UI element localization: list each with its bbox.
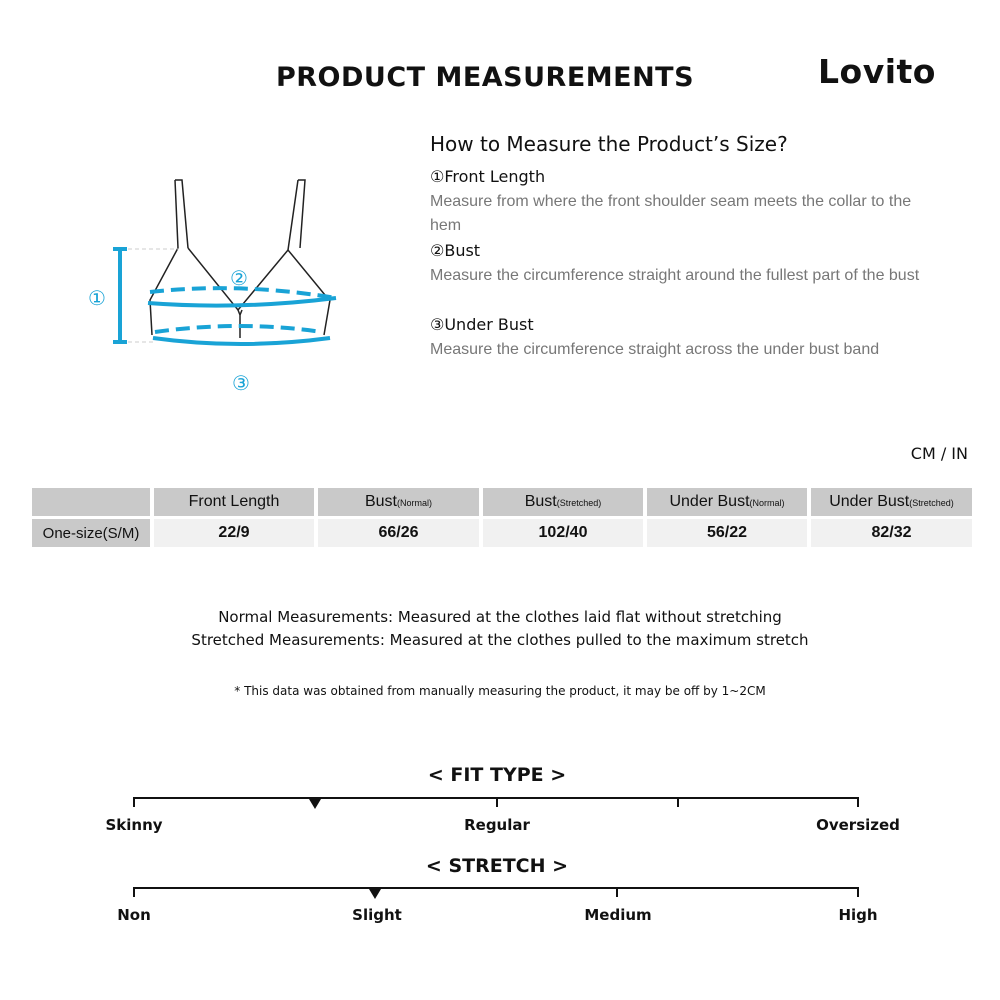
howto-item-label: ②Bust <box>430 241 481 260</box>
header-cell: Bust(Stretched) <box>483 488 643 516</box>
howto-item-desc: Measure from where the front shoulder seam meets the collar to the hem <box>430 193 912 234</box>
howto-item-desc: Measure the circumference straight around the fullest part of the bust <box>430 267 920 284</box>
note-normal: Normal Measurements: Measured at the clothes laid flat without stretching <box>218 608 782 626</box>
stretch-label: Slight <box>352 906 402 924</box>
stretch-label: Medium <box>584 906 652 924</box>
value-cell: 66/26 <box>318 519 479 547</box>
fit-label: Oversized <box>816 816 900 834</box>
tick <box>616 887 618 897</box>
note-disclaimer: * This data was obtained from manually measuring the product, it may be off by 1~2CM <box>234 684 766 698</box>
header-cell: Bust(Normal) <box>318 488 479 516</box>
value-cell: 102/40 <box>483 519 643 547</box>
stretch-indicator-icon <box>369 889 381 899</box>
header-cell: Under Bust(Normal) <box>647 488 807 516</box>
tick <box>677 797 679 807</box>
value-cell: 56/22 <box>647 519 807 547</box>
marker-2: ② <box>230 266 248 290</box>
table-header-row <box>32 488 972 516</box>
howto-item-label: ③Under Bust <box>430 315 534 334</box>
stretch-label: Non <box>117 906 151 924</box>
bra-diagram <box>60 170 360 400</box>
stretch-title: < STRETCH > <box>425 855 569 877</box>
header-cell-empty <box>32 488 150 516</box>
tick <box>857 887 859 897</box>
fit-label: Skinny <box>105 816 163 834</box>
fit-type-title: < FIT TYPE > <box>427 764 567 786</box>
value-cell: 82/32 <box>811 519 972 547</box>
fit-indicator-icon <box>309 799 321 809</box>
marker-3: ③ <box>232 371 250 395</box>
stretch-label: High <box>838 906 878 924</box>
value-cell: 22/9 <box>154 519 314 547</box>
tick <box>857 797 859 807</box>
table-row <box>32 519 972 547</box>
marker-1: ① <box>88 286 106 310</box>
brand-logo: Lovito <box>818 52 936 91</box>
fit-label: Regular <box>464 816 530 834</box>
howto-item-desc: Measure the circumference straight across the under bust band <box>430 341 880 358</box>
howto-item-label: ①Front Length <box>430 167 546 186</box>
header-cell: Under Bust(Stretched) <box>811 488 972 516</box>
stretch-scale-line <box>134 887 859 889</box>
header-cell: Front Length <box>154 488 314 516</box>
size-cell: One-size(S/M) <box>32 519 150 547</box>
size-table <box>28 485 976 550</box>
unit-label: CM / IN <box>910 444 968 463</box>
note-stretched: Stretched Measurements: Measured at the clothes pulled to the maximum stretch <box>191 631 809 649</box>
tick <box>133 887 135 897</box>
page-title: PRODUCT MEASUREMENTS <box>275 62 695 93</box>
tick <box>133 797 135 807</box>
howto-heading: How to Measure the Product’s Size? <box>430 132 788 156</box>
tick <box>496 797 498 807</box>
